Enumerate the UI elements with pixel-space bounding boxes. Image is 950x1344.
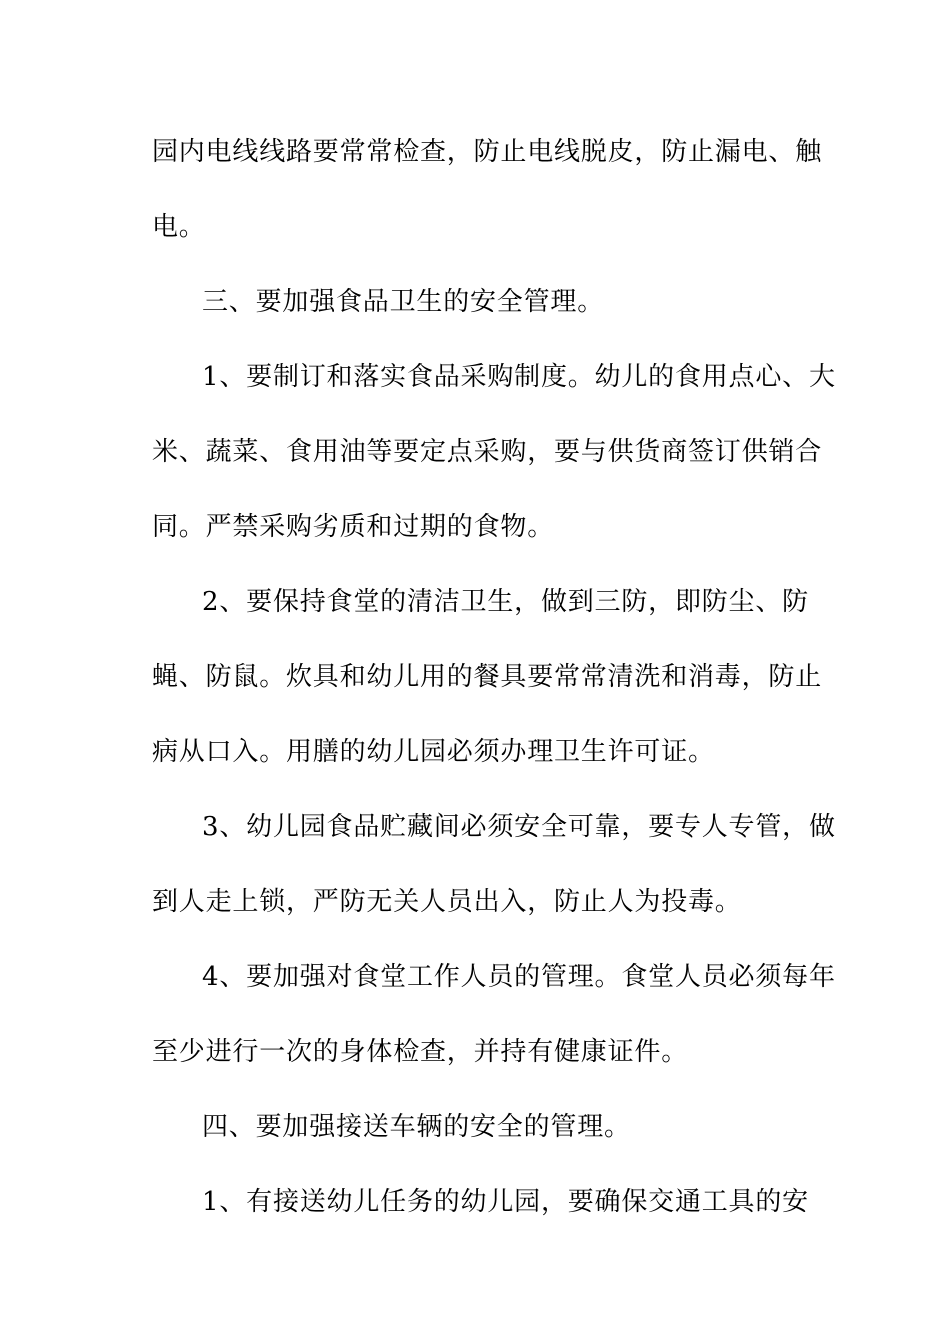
text-line-10: 3、幼儿园食品贮藏间必须安全可靠，要专人专管，做 (202, 812, 836, 842)
text-line-13: 至少进行一次的身体检查，并持有健康证件。 (152, 1037, 689, 1067)
text-line-15: 1、有接送幼儿任务的幼儿园，要确保交通工具的安 (202, 1187, 809, 1217)
text-line-4: 1、要制订和落实食品采购制度。幼儿的食用点心、大 (202, 362, 836, 392)
text-line-6: 同。严禁采购劣质和过期的食物。 (152, 512, 555, 542)
text-line-7: 2、要保持食堂的清洁卫生，做到三防，即防尘、防 (202, 587, 809, 617)
text-line-12: 4、要加强对食堂工作人员的管理。食堂人员必须每年 (202, 962, 836, 992)
text-line-8: 蝇、防鼠。炊具和幼儿用的餐具要常常清洗和消毒，防止 (152, 662, 823, 692)
text-line-11: 到人走上锁，严防无关人员出入，防止人为投毒。 (152, 887, 742, 917)
section-heading-4: 四、要加强接送车辆的安全的管理。 (202, 1112, 631, 1142)
section-heading-3: 三、要加强食品卫生的安全管理。 (202, 287, 605, 317)
text-line-5: 米、蔬菜、食用油等要定点采购，要与供货商签订供销合 (152, 437, 823, 467)
text-line-2: 电。 (152, 212, 206, 242)
text-line-1: 园内电线线路要常常检查，防止电线脱皮，防止漏电、触 (152, 137, 823, 167)
text-line-9: 病从口入。用膳的幼儿园必须办理卫生许可证。 (152, 737, 715, 767)
